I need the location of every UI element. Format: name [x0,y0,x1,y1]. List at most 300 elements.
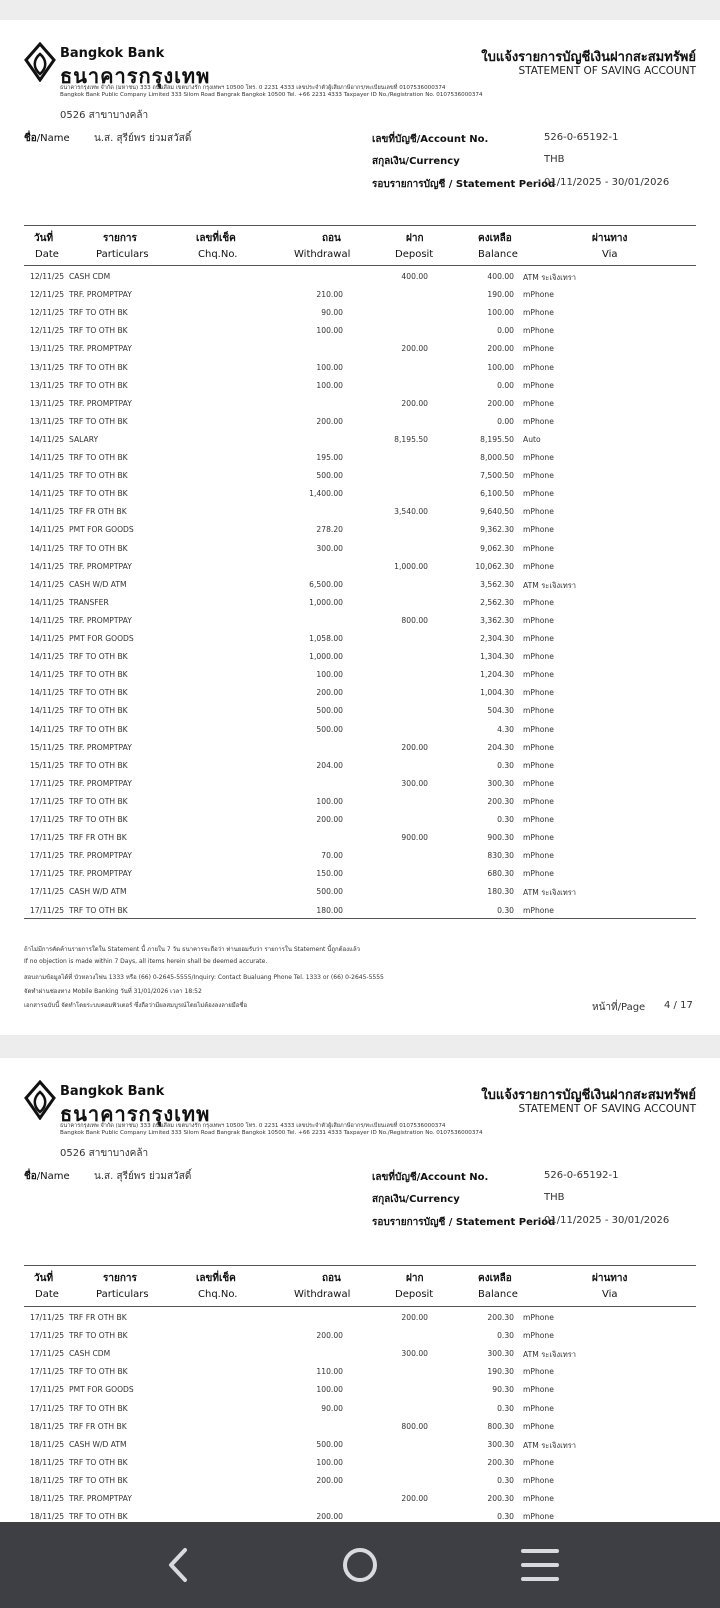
row-particulars: PMT FOR GOODS [69,1385,134,1395]
row-via: mPhone [523,652,554,662]
col-particulars-th: รายการ [103,1273,137,1284]
row-withdrawal: 278.20 [316,525,343,535]
row-deposit: 200.00 [401,1313,428,1322]
row-date: 17/11/25 [30,1313,65,1322]
row-via: mPhone [523,1403,554,1413]
row-via: mPhone [523,1475,554,1485]
row-date: 17/11/25 [30,1385,65,1395]
row-particulars: TRF TO OTH BK [69,1367,128,1377]
row-date: 14/11/25 [30,471,65,481]
row-withdrawal: 100.00 [316,1385,343,1395]
row-via: mPhone [523,778,554,788]
row-balance: 0.30 [497,815,514,824]
row-withdrawal: 195.00 [316,453,343,462]
row-via: mPhone [523,706,554,716]
account-holder-name: น.ส. สุรีย์พร ย่วมสวัสดิ์ [94,133,192,144]
branch: 0526 สาขาบางคล้า [60,1148,149,1159]
row-withdrawal: 200.00 [316,688,343,698]
row-via: mPhone [523,851,554,861]
row-particulars: TRF FR OTH BK [69,507,127,517]
row-particulars: TRF TO OTH BK [69,489,128,499]
table-row [0,616,720,634]
table-row [0,652,720,670]
page-label: หน้าที่/Page [592,1002,646,1013]
row-balance: 8,195.50 [480,434,514,444]
row-balance: 8,000.50 [480,453,514,462]
row-particulars: CASH W/D ATM [69,887,127,897]
account-no-value: 526-0-65192-1 [544,1170,619,1181]
table-row [0,1385,720,1403]
row-particulars: TRF TO OTH BK [69,724,128,734]
row-balance: 100.00 [487,308,514,318]
row-via: mPhone [523,615,554,625]
col-deposit-th: ฝาก [406,233,424,244]
row-via: ATM ระเจิงเทรา [523,888,577,898]
col-chq-en: Chq.No. [198,1289,238,1300]
row-balance: 9,640.50 [480,507,514,517]
row-particulars: TRF TO OTH BK [69,543,128,553]
row-balance: 0.30 [497,1475,514,1485]
row-withdrawal: 100.00 [316,1457,343,1467]
row-via: mPhone [523,362,554,372]
row-deposit: 300.00 [401,1349,428,1359]
row-date: 13/11/25 [30,344,65,354]
row-date: 18/11/25 [30,1494,65,1503]
statement-period-label: รอบรายการบัญชี / Statement Period [372,179,556,190]
row-via: mPhone [523,398,554,408]
table-row [0,489,720,507]
account-no-value: 526-0-65192-1 [544,132,619,143]
col-deposit-en: Deposit [395,249,434,260]
recents-button[interactable] [515,1542,565,1588]
row-via: mPhone [523,507,554,517]
col-via-en: Via [602,249,618,260]
row-via: mPhone [523,597,554,607]
row-via: mPhone [523,1421,554,1431]
row-particulars: TRF. PROMPTPAY [69,869,132,879]
row-withdrawal: 1,000.00 [309,597,343,607]
row-date: 14/11/25 [30,652,65,662]
row-via: mPhone [523,1512,554,1522]
row-withdrawal: 70.00 [321,851,343,861]
header-bottom-rule [24,1306,696,1307]
statement-page-4 [0,20,720,1035]
table-row [0,779,720,797]
back-button[interactable] [154,1542,204,1588]
row-date: 18/11/25 [30,1421,65,1431]
row-balance: 190.00 [487,290,514,300]
row-via: mPhone [523,760,554,770]
table-row [0,761,720,779]
header-bottom-rule [24,265,696,266]
row-date: 17/11/25 [30,1403,65,1413]
table-row [0,1476,720,1494]
row-date: 14/11/25 [30,597,65,607]
row-via: mPhone [523,833,554,843]
col-particulars-en: Particulars [96,249,149,260]
row-balance: 300.30 [487,778,514,788]
row-particulars: TRF. PROMPTPAY [69,851,132,861]
row-particulars: TRF TO OTH BK [69,688,128,698]
row-via: mPhone [523,742,554,752]
table-row [0,544,720,562]
col-deposit-en: Deposit [395,1289,434,1300]
row-date: 13/11/25 [30,416,65,426]
row-date: 17/11/25 [30,851,65,861]
table-row [0,507,720,525]
row-date: 15/11/25 [30,760,65,770]
row-particulars: TRF TO OTH BK [69,416,128,426]
table-row [0,1440,720,1458]
row-particulars: SALARY [69,434,99,444]
row-balance: 200.30 [487,1313,514,1322]
row-via: mPhone [523,1331,554,1341]
row-particulars: CASH CDM [69,1349,111,1359]
row-balance: 300.30 [487,1439,514,1449]
row-particulars: TRF. PROMPTPAY [69,742,132,752]
row-balance: 3,562.30 [480,579,514,589]
row-date: 14/11/25 [30,670,65,680]
table-row [0,308,720,326]
col-chq-th: เลขที่เช็ค [196,1273,236,1284]
statement-period-value: 01/11/2025 - 30/01/2026 [544,177,670,188]
table-row [0,1494,720,1512]
row-via: mPhone [523,380,554,390]
row-via: mPhone [523,290,554,300]
row-withdrawal: 90.00 [321,308,343,318]
table-row [0,887,720,905]
row-date: 14/11/25 [30,615,65,625]
row-balance: 0.00 [497,380,514,390]
row-balance: 200.30 [487,1494,514,1503]
table-row [0,1422,720,1440]
row-via: mPhone [523,634,554,643]
table-top-rule [24,225,696,226]
col-date-en: Date [35,249,59,260]
table-row [0,1313,720,1331]
row-via: mPhone [523,308,554,318]
bank-name-en: Bangkok Bank [60,46,165,61]
row-via: ATM ระเจิงเทรา [523,1350,577,1360]
row-deposit: 3,540.00 [394,507,428,517]
row-particulars: TRF TO OTH BK [69,760,128,770]
row-withdrawal: 100.00 [316,380,343,390]
row-date: 18/11/25 [30,1512,65,1522]
table-row [0,290,720,308]
row-deposit: 900.00 [401,833,428,843]
row-particulars: TRF TO OTH BK [69,905,128,915]
row-deposit: 200.00 [401,1494,428,1503]
table-top-rule [24,1265,696,1266]
col-withdrawal-en: Withdrawal [294,1289,351,1300]
bank-address-en: Bangkok Bank Public Company Limited 333 Silom Road Bangrak Bangkok 10500 Tel. +66 2231 4333 Taxpayer ID No./Registration No. 0107536000374 [60,1130,483,1136]
row-deposit: 400.00 [401,272,428,281]
row-date: 17/11/25 [30,778,65,788]
col-chq-th: เลขที่เช็ค [196,233,236,244]
table-row [0,1367,720,1385]
row-balance: 1,204.30 [480,670,514,680]
table-row [0,471,720,489]
row-date: 17/11/25 [30,887,65,897]
row-deposit: 200.00 [401,398,428,408]
row-via: mPhone [523,326,554,336]
row-date: 13/11/25 [30,398,65,408]
table-row [0,272,720,290]
row-particulars: TRANSFER [69,597,109,607]
row-withdrawal: 300.00 [316,543,343,553]
statement-title-th: ใบแจ้งรายการบัญชีเงินฝากสะสมทรัพย์ [481,50,696,65]
table-row [0,580,720,598]
table-row [0,706,720,724]
row-balance: 0.30 [497,760,514,770]
table-row [0,1404,720,1422]
table-row [0,417,720,435]
row-balance: 1,304.30 [480,652,514,662]
row-withdrawal: 200.00 [316,1475,343,1485]
row-via: mPhone [523,525,554,535]
row-withdrawal: 1,000.00 [309,652,343,662]
table-row [0,598,720,616]
footer-line-1: ถ้าไม่มีการคัดค้านรายการใดใน Statement นี้ ภายใน 7 วัน ธนาคารจะถือว่า ท่านยอมรับว่า รายการใน Statement นี้ถูกต้องแล้ว [24,946,361,953]
branch: 0526 สาขาบางคล้า [60,110,149,121]
row-particulars: TRF. PROMPTPAY [69,290,132,300]
row-particulars: TRF TO OTH BK [69,1457,128,1467]
col-withdrawal-en: Withdrawal [294,249,351,260]
row-withdrawal: 204.00 [316,760,343,770]
row-date: 17/11/25 [30,1349,65,1359]
row-balance: 0.30 [497,1331,514,1341]
row-balance: 90.30 [492,1385,514,1395]
name-label-en: /Name [36,133,70,144]
row-balance: 830.30 [487,851,514,861]
bank-name-th: ธนาคารกรุงเทพ [60,64,211,88]
row-withdrawal: 100.00 [316,326,343,336]
row-withdrawal: 100.00 [316,670,343,680]
row-via: mPhone [523,471,554,481]
row-particulars: TRF TO OTH BK [69,1475,128,1485]
row-balance: 0.30 [497,1512,514,1522]
row-particulars: TRF. PROMPTPAY [69,561,132,571]
row-particulars: TRF TO OTH BK [69,706,128,716]
table-row [0,381,720,399]
row-via: mPhone [523,561,554,571]
table-row [0,326,720,344]
row-particulars: TRF. PROMPTPAY [69,615,132,625]
row-balance: 9,362.30 [480,525,514,535]
row-date: 14/11/25 [30,579,65,589]
row-balance: 6,100.50 [480,489,514,499]
col-balance-en: Balance [478,1289,518,1300]
row-particulars: TRF TO OTH BK [69,453,128,462]
row-particulars: TRF FR OTH BK [69,833,127,843]
row-via: ATM ระเจิงเทรา [523,580,577,590]
row-particulars: TRF TO OTH BK [69,326,128,336]
row-balance: 204.30 [487,742,514,752]
footer-line-3: สอบถามข้อมูลได้ที่ บัวหลวงโฟน 1333 หรือ (66) 0-2645-5555/Inquiry: Contact Bualuang Phone Tel. 1333 or (66) 0-2645-5555 [24,974,384,981]
row-balance: 4.30 [497,724,514,734]
statement-title-en: STATEMENT OF SAVING ACCOUNT [518,1103,696,1115]
col-particulars-en: Particulars [96,1289,149,1300]
table-row [0,1331,720,1349]
bangkok-bank-logo-icon [24,1080,56,1120]
footer-line-4: จัดทำผ่านช่องทาง Mobile Banking วันที่ 31/01/2026 เวลา 18:52 [24,988,202,995]
row-date: 12/11/25 [30,326,65,336]
row-particulars: TRF TO OTH BK [69,380,128,390]
currency-value: THB [544,1192,565,1203]
row-date: 14/11/25 [30,489,65,499]
row-particulars: TRF TO OTH BK [69,1403,128,1413]
row-particulars: TRF TO OTH BK [69,796,128,806]
col-date-en: Date [35,1289,59,1300]
row-withdrawal: 500.00 [316,724,343,734]
col-deposit-th: ฝาก [406,1273,424,1284]
row-withdrawal: 1,058.00 [309,634,343,643]
row-particulars: TRF TO OTH BK [69,1512,128,1522]
col-via-en: Via [602,1289,618,1300]
row-balance: 0.00 [497,326,514,336]
currency-value: THB [544,154,565,165]
row-balance: 200.00 [487,344,514,354]
row-via: Auto [523,434,541,444]
table-row [0,344,720,362]
row-particulars: TRF TO OTH BK [69,362,128,372]
row-balance: 200.30 [487,796,514,806]
table-row [0,833,720,851]
row-withdrawal: 180.00 [316,905,343,915]
row-via: mPhone [523,724,554,734]
recents-icon [515,1542,565,1588]
row-date: 14/11/25 [30,688,65,698]
row-date: 13/11/25 [30,380,65,390]
row-date: 14/11/25 [30,561,65,571]
row-particulars: TRF TO OTH BK [69,308,128,318]
bank-address-th: ธนาคารกรุงเทพ จำกัด (มหาชน) 333 ถนนสีลม เขตบางรัก กรุงเทพฯ 10500 โทร. 0 2231 4333 เลขประจำตัวผู้เสียภาษีอากร/ทะเบียนเลขที่ 0107536000374 [60,1123,446,1129]
row-withdrawal: 210.00 [316,290,343,300]
row-via: mPhone [523,905,554,915]
row-balance: 9,062.30 [480,543,514,553]
row-withdrawal: 200.00 [316,815,343,824]
statement-period-label: รอบรายการบัญชี / Statement Period [372,1217,556,1228]
row-balance: 0.00 [497,416,514,426]
row-balance: 1,004.30 [480,688,514,698]
row-withdrawal: 200.00 [316,1331,343,1341]
row-date: 17/11/25 [30,1331,65,1341]
row-date: 12/11/25 [30,290,65,300]
col-date-th: วันที่ [34,233,54,244]
currency-label: สกุลเงิน/Currency [372,156,460,167]
system-navigation-bar [0,1522,720,1608]
row-withdrawal: 90.00 [321,1403,343,1413]
bank-address-th: ธนาคารกรุงเทพ จำกัด (มหาชน) 333 ถนนสีลม เขตบางรัก กรุงเทพฯ 10500 โทร. 0 2231 4333 เลขประจำตัวผู้เสียภาษีอากร/ทะเบียนเลขที่ 0107536000374 [60,85,446,91]
row-balance: 0.30 [497,905,514,915]
row-date: 17/11/25 [30,1367,65,1377]
table-bottom-rule [24,918,696,919]
bangkok-bank-logo-icon [24,42,56,82]
row-date: 13/11/25 [30,362,65,372]
row-date: 14/11/25 [30,507,65,517]
row-balance: 3,362.30 [480,615,514,625]
row-particulars: PMT FOR GOODS [69,634,134,643]
name-label-th: ชื่อ [24,1171,37,1182]
col-withdrawal-th: ถอน [322,233,341,244]
row-via: mPhone [523,1457,554,1467]
row-balance: 2,304.30 [480,634,514,643]
statement-period-value: 01/11/2025 - 30/01/2026 [544,1215,670,1226]
row-withdrawal: 200.00 [316,1512,343,1522]
table-row [0,815,720,833]
row-particulars: TRF. PROMPTPAY [69,778,132,788]
row-deposit: 200.00 [401,344,428,354]
row-particulars: TRF TO OTH BK [69,471,128,481]
row-via: mPhone [523,344,554,354]
col-via-th: ผ่านทาง [592,233,628,244]
row-date: 17/11/25 [30,905,65,915]
row-particulars: TRF TO OTH BK [69,1331,128,1341]
row-balance: 10,062.30 [475,561,514,571]
col-date-th: วันที่ [34,1273,54,1284]
row-withdrawal: 110.00 [316,1367,343,1377]
row-via: mPhone [523,688,554,698]
col-via-th: ผ่านทาง [592,1273,628,1284]
row-balance: 200.30 [487,1457,514,1467]
col-balance-th: คงเหลือ [478,233,512,244]
row-balance: 900.30 [487,833,514,843]
home-icon [335,1542,385,1588]
footer-line-5: เอกสารฉบับนี้ จัดทำโดยระบบคอมพิวเตอร์ ซึ่งถือว่ามีผลสมบูรณ์โดยไม่ต้องลงลายมือชื่อ [24,1002,248,1009]
row-date: 18/11/25 [30,1475,65,1485]
account-holder-name: น.ส. สุรีย์พร ย่วมสวัสดิ์ [94,1171,192,1182]
row-date: 18/11/25 [30,1457,65,1467]
bank-name-th: ธนาคารกรุงเทพ [60,1102,211,1126]
col-withdrawal-th: ถอน [322,1273,341,1284]
row-deposit: 800.00 [401,615,428,625]
row-particulars: TRF TO OTH BK [69,815,128,824]
table-row [0,725,720,743]
row-balance: 2,562.30 [480,597,514,607]
row-deposit: 800.00 [401,1421,428,1431]
row-via: mPhone [523,796,554,806]
table-row [0,869,720,887]
row-deposit: 200.00 [401,742,428,752]
row-via: mPhone [523,1367,554,1377]
row-withdrawal: 500.00 [316,887,343,897]
table-row [0,688,720,706]
row-date: 14/11/25 [30,706,65,716]
row-withdrawal: 500.00 [316,706,343,716]
table-row [0,525,720,543]
row-via: mPhone [523,1494,554,1503]
table-row [0,797,720,815]
row-date: 15/11/25 [30,742,65,752]
row-date: 17/11/25 [30,833,65,843]
col-balance-th: คงเหลือ [478,1273,512,1284]
row-balance: 300.30 [487,1349,514,1359]
table-row [0,1349,720,1367]
row-particulars: CASH W/D ATM [69,579,127,589]
col-chq-en: Chq.No. [198,249,238,260]
footer-line-2: If no objection is made within 7 Days, all items herein shall be deemed accurate. [24,958,268,965]
statement-title-en: STATEMENT OF SAVING ACCOUNT [518,65,696,77]
table-row [0,906,720,924]
table-row [0,363,720,381]
row-via: mPhone [523,489,554,499]
home-button[interactable] [335,1542,385,1588]
bank-name-en: Bangkok Bank [60,1084,165,1099]
table-row [0,670,720,688]
row-via: mPhone [523,1385,554,1395]
row-particulars: TRF. PROMPTPAY [69,1494,132,1503]
back-icon [154,1542,204,1588]
